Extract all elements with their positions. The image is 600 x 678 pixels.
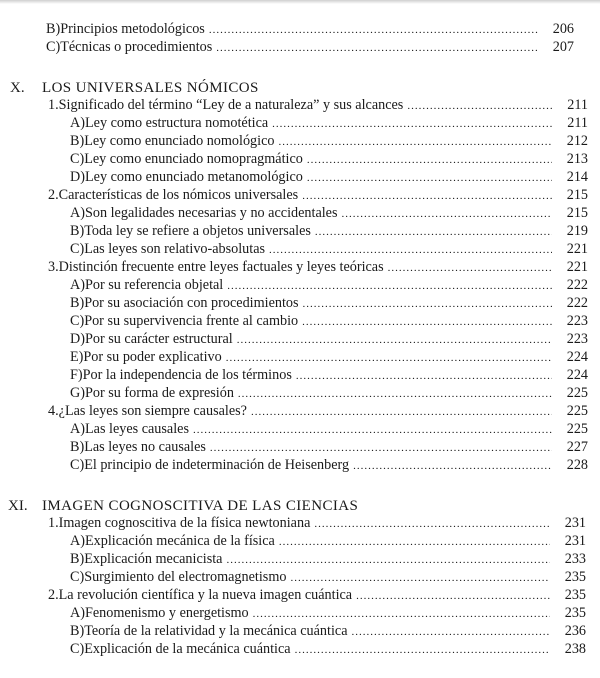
leader-dots <box>307 151 552 169</box>
entry-page: 206 <box>552 21 574 37</box>
entry-title: ¿Las leyes son siempre causales? <box>58 403 247 419</box>
entry-title: Explicación mecánica de la física <box>84 533 275 549</box>
entry-label: D) <box>70 331 85 347</box>
leader-dots <box>290 569 550 587</box>
entry-label: B) <box>70 623 85 639</box>
entry-label: C) <box>70 151 85 167</box>
toc-entry <box>0 438 600 456</box>
toc-entry <box>0 20 600 38</box>
entry-page: 211 <box>567 97 588 113</box>
entry-page: 227 <box>566 439 588 455</box>
toc-entry <box>0 38 600 56</box>
entry-page: 225 <box>566 421 588 437</box>
leader-dots <box>209 21 538 39</box>
chapter-title: LOS UNIVERSALES NÓMICOS <box>42 80 259 96</box>
entry-label: A) <box>70 605 85 621</box>
entry-page: 222 <box>566 277 588 293</box>
entry-page: 228 <box>566 457 588 473</box>
entry-label: A) <box>70 533 85 549</box>
entry-title: Fenomenismo y energetismo <box>84 605 249 621</box>
leader-dots <box>353 457 552 475</box>
entry-title: Por su forma de expresión <box>84 385 234 401</box>
entry-label: A) <box>70 205 85 221</box>
leader-dots <box>314 515 550 533</box>
leader-dots <box>238 385 552 403</box>
leader-dots <box>251 403 552 421</box>
chapter-number: X. <box>10 80 25 96</box>
leader-dots <box>226 551 550 569</box>
entry-title: Teoría de la relatividad y la mecánica cuántica <box>84 623 348 639</box>
entry-title: Imagen cognoscitiva de la física newtoniana <box>58 515 311 531</box>
entry-page: 223 <box>566 331 588 347</box>
leader-dots <box>295 641 550 659</box>
entry-page: 224 <box>566 349 588 365</box>
entry-page: 225 <box>566 385 588 401</box>
entry-title: Surgimiento del electromagnetismo <box>84 569 287 585</box>
leader-dots <box>269 241 552 259</box>
entry-page: 221 <box>566 241 588 257</box>
entry-label: G) <box>70 385 85 401</box>
entry-label: 1. <box>48 97 59 113</box>
entry-page: 215 <box>566 205 588 221</box>
entry-title: Distinción frecuente entre leyes factuales y leyes teóricas <box>58 259 384 275</box>
entry-page: 214 <box>566 169 588 185</box>
entry-label: C) <box>70 569 85 585</box>
leader-dots <box>253 605 550 623</box>
entry-label: C) <box>46 39 61 55</box>
entry-page: 222 <box>566 295 588 311</box>
leader-dots <box>315 223 552 241</box>
entry-page: 236 <box>564 623 586 639</box>
entry-label: E) <box>70 349 84 365</box>
entry-title: Son legalidades necesarias y no accidentales <box>84 205 338 221</box>
entry-label: 2. <box>48 187 59 203</box>
entry-label: B) <box>70 551 85 567</box>
entry-title: Características de los nómicos universales <box>58 187 299 203</box>
toc-entry <box>0 276 600 294</box>
entry-label: B) <box>70 223 85 239</box>
leader-dots <box>237 331 552 349</box>
toc-entry <box>0 114 600 132</box>
chapter-number: XI. <box>8 498 28 514</box>
entry-title: La revolución científica y la nueva imagen cuántica <box>58 587 353 603</box>
leader-dots <box>356 587 550 605</box>
entry-title: Ley como enunciado nomológico <box>84 133 275 149</box>
toc-entry <box>0 312 600 330</box>
entry-label: B) <box>70 439 85 455</box>
entry-label: F) <box>70 367 83 383</box>
leader-dots <box>279 533 550 551</box>
entry-label: B) <box>70 133 85 149</box>
toc-entry <box>0 150 600 168</box>
entry-title: Explicación de la mecánica cuántica <box>84 641 291 657</box>
leader-dots <box>279 133 553 151</box>
entry-label: C) <box>70 241 85 257</box>
toc-entry <box>0 348 600 366</box>
leader-dots <box>303 295 552 313</box>
toc-entry <box>0 222 600 240</box>
toc-entry <box>0 384 600 402</box>
toc-entry <box>0 550 600 568</box>
entry-page: 233 <box>564 551 586 567</box>
toc-section <box>0 186 600 204</box>
entry-title: Las leyes no causales <box>84 439 206 455</box>
entry-page: 231 <box>564 515 586 531</box>
entry-label: C) <box>70 641 85 657</box>
toc-entry <box>0 568 600 586</box>
entry-title: Por su carácter estructural <box>84 331 233 347</box>
toc-section <box>0 402 600 420</box>
entry-title: Técnicas o procedimientos <box>60 39 213 55</box>
entry-title: Ley como enunciado nomopragmático <box>84 151 303 167</box>
toc-entry <box>0 240 600 258</box>
chapter-heading <box>0 496 600 516</box>
entry-title: Por la independencia de los términos <box>82 367 292 383</box>
entry-title: Por su poder explicativo <box>83 349 222 365</box>
entry-title: Por su asociación con procedimientos <box>84 295 299 311</box>
entry-page: 238 <box>564 641 586 657</box>
entry-label: B) <box>70 295 85 311</box>
toc-entry <box>0 168 600 186</box>
toc-section <box>0 514 600 532</box>
toc-entry <box>0 294 600 312</box>
entry-title: Principios metodológicos <box>60 21 205 37</box>
leader-dots <box>216 39 538 57</box>
entry-title: Ley como enunciado metanomológico <box>84 169 303 185</box>
toc-entry <box>0 532 600 550</box>
toc-entry <box>0 366 600 384</box>
toc-entry <box>0 456 600 474</box>
entry-title: Por su referencia objetal <box>84 277 224 293</box>
toc-section <box>0 586 600 604</box>
entry-page: 235 <box>564 587 586 603</box>
leader-dots <box>193 421 552 439</box>
leader-dots <box>407 97 552 115</box>
toc-entry <box>0 622 600 640</box>
toc-entry <box>0 420 600 438</box>
toc-section <box>0 258 600 276</box>
entry-page: 235 <box>564 569 586 585</box>
scan-edge <box>0 0 600 4</box>
leader-dots <box>272 115 552 133</box>
entry-page: 231 <box>564 533 586 549</box>
toc-section <box>0 96 600 114</box>
leader-dots <box>227 277 552 295</box>
entry-title: Ley como estructura nomotética <box>84 115 269 131</box>
leader-dots <box>226 349 552 367</box>
entry-page: 225 <box>566 403 588 419</box>
toc-entry <box>0 640 600 658</box>
toc-entry <box>0 132 600 150</box>
entry-page: 224 <box>566 367 588 383</box>
entry-label: 2. <box>48 587 59 603</box>
toc-entry <box>0 604 600 622</box>
chapter-heading <box>0 78 600 98</box>
entry-title: Explicación mecanicista <box>84 551 223 567</box>
entry-page: 221 <box>566 259 588 275</box>
entry-page: 223 <box>566 313 588 329</box>
entry-page: 211 <box>567 115 588 131</box>
leader-dots <box>210 439 552 457</box>
entry-label: 1. <box>48 515 59 531</box>
leader-dots <box>388 259 552 277</box>
entry-label: A) <box>70 115 85 131</box>
entry-page: 213 <box>566 151 588 167</box>
entry-label: 4. <box>48 403 59 419</box>
leader-dots <box>296 367 552 385</box>
toc-entry <box>0 204 600 222</box>
entry-title: Significado del término “Ley de a naturaleza” y sus alcances <box>58 97 404 113</box>
entry-label: C) <box>70 457 85 473</box>
entry-label: A) <box>70 277 85 293</box>
entry-page: 215 <box>566 187 588 203</box>
entry-label: D) <box>70 169 85 185</box>
toc-entry <box>0 330 600 348</box>
entry-title: El principio de indeterminación de Heisenberg <box>84 457 350 473</box>
entry-page: 219 <box>566 223 588 239</box>
entry-title: Por su supervivencia frente al cambio <box>84 313 299 329</box>
entry-label: C) <box>70 313 85 329</box>
entry-label: B) <box>46 21 61 37</box>
leader-dots <box>302 187 552 205</box>
entry-page: 207 <box>552 39 574 55</box>
leader-dots <box>342 205 553 223</box>
leader-dots <box>352 623 551 641</box>
entry-title: Las leyes causales <box>84 421 189 437</box>
chapter-title: IMAGEN COGNOSCITIVA DE LAS CIENCIAS <box>42 498 359 514</box>
entry-title: Las leyes son relativo-absolutas <box>84 241 266 257</box>
leader-dots <box>302 313 552 331</box>
entry-page: 212 <box>566 133 588 149</box>
entry-label: 3. <box>48 259 59 275</box>
entry-label: A) <box>70 421 85 437</box>
entry-page: 235 <box>564 605 586 621</box>
leader-dots <box>307 169 552 187</box>
entry-title: Toda ley se refiere a objetos universales <box>84 223 311 239</box>
